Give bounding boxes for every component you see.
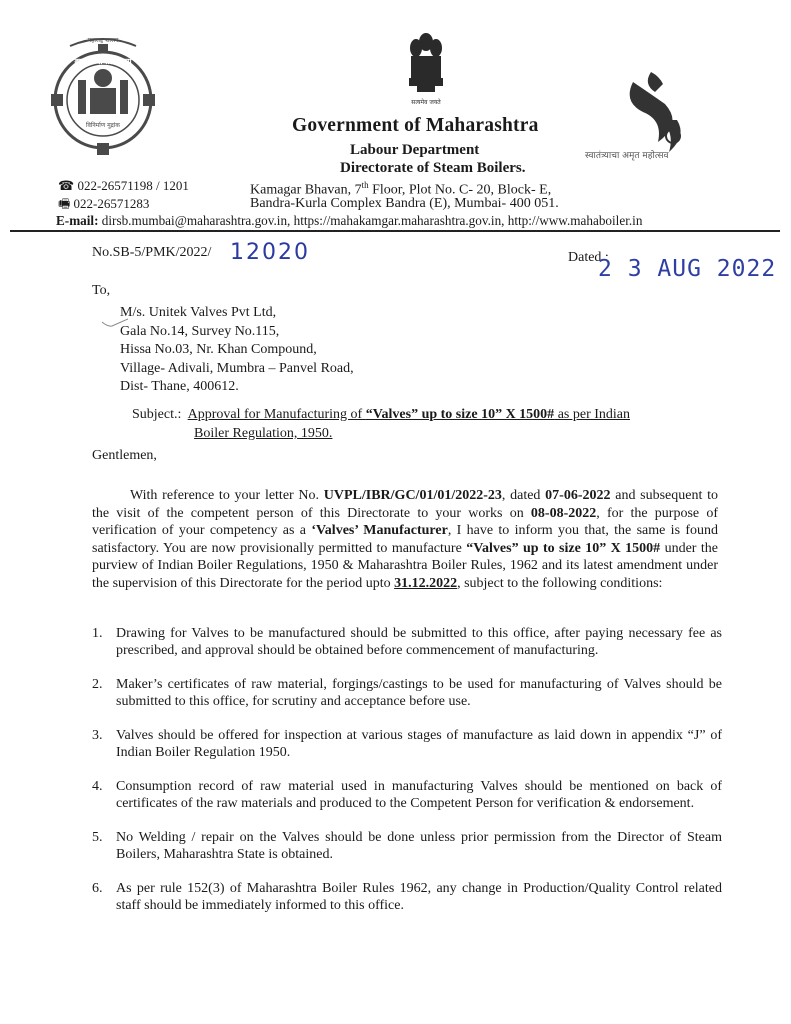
subject-line [132, 405, 712, 443]
phone-number: ☎ 022-26571198 / 1201 [58, 178, 189, 193]
amrit-caption: स्वातंत्र्याचा अमृत महोत्सव [585, 151, 669, 161]
condition-item: 2. Maker’s certificates of raw material, forgings/castings to be used for manufacturing of Valves should be submitted to this office, for scrutiny and acceptance before use. [92, 677, 722, 709]
reference-number: No.SB-5/PMK/2022/ [92, 245, 212, 260]
directorate-name: Directorate of Steam Boilers. [340, 160, 526, 176]
contact-line [56, 213, 642, 229]
addressee-line: Dist- Thane, 400612. [120, 379, 239, 394]
addressee-line: Gala No.14, Survey No.115, [120, 323, 280, 339]
department-name: Labour Department [350, 142, 480, 158]
fax-icon: 🖷 [58, 196, 74, 211]
letterhead-divider [10, 230, 780, 232]
email-label: E-mail: [56, 213, 99, 228]
reference-number-handwritten: 12020 [230, 240, 310, 265]
body-paragraph: With reference to your letter No. UVPL/IBR/GC/01/01/2022-23, dated 07-06-2022 and subsequent to the visit of the competent person of this Directorate to your works on 08-08-2022, for the purpose of verification of your competency as a ‘Valves’ Manufacturer, I have to inform you that, the same is found satisfactory. You are now provisionally permitted to manufacture “Valves” up to size 10” X 1500# under the purview of Indian Boiler Regulations, 1950 & Maharashtra Boiler Rules, 1962 and its latest amendment under the supervision of this Directorate for the period upto 31.12.2022, subject to the following conditions: [92, 488, 719, 591]
fax-number: 🖷 022-26571283 [58, 196, 150, 211]
addressee-line: Hissa No.03, Nr. Khan Compound, [120, 342, 317, 357]
to-label: To, [92, 283, 111, 298]
date-stamp: 2 3 AUG 2022 [598, 256, 777, 282]
letterhead-title: Government of Maharashtra [292, 115, 539, 136]
condition-item: 3. Valves should be offered for inspection at various stages of manufacture as laid down in appendix “J” of Indian Boiler Regulation 1950. [92, 728, 722, 760]
azadi-amrit-mahotsav-logo [603, 62, 723, 162]
condition-item: 4. Consumption record of raw material used in manufacturing Valves should be mentioned on back of certificates of the raw materials and produced to the Competent Person for verification & endorsement. [92, 779, 722, 811]
email-and-websites: dirsb.mumbai@maharashtra.gov.in, https://mahakamgar.maharashtra.gov.in, http://www.mahaboiler.in [98, 213, 643, 228]
address-line-2: Bandra-Kurla Complex Bandra (E), Mumbai- 400 051. [250, 196, 559, 211]
condition-item: 6. As per rule 152(3) of Maharashtra Boiler Rules 1962, any change in Production/Quality Control related staff should be immediately informed to this office. [92, 881, 722, 913]
subject-text-line-2: Boiler Regulation, 1950. [194, 426, 333, 441]
dated-label: Dated : [568, 250, 609, 265]
directorate-seal-logo [48, 30, 158, 158]
addressee-line: M/s. Unitek Valves Pvt Ltd, [120, 305, 277, 320]
address-line-1: Kamagar Bhavan, 7th Floor, Plot No. C- 20, Block- E, [250, 180, 552, 198]
addressee-line: Village- Adivali, Mumbra – Panvel Road, [120, 360, 354, 376]
condition-item: 1. Drawing for Valves to be manufactured should be submitted to this office, after paying necessary fee as prescribed, and approval should be obtained before commencement of manufacturing. [92, 626, 722, 658]
salutation: Gentlemen, [92, 448, 157, 463]
phone-icon: ☎ [58, 178, 78, 193]
condition-item: 5. No Welding / repair on the Valves should be done unless prior permission from the Director of Steam Boilers, Maharashtra State is obtained. [92, 830, 722, 862]
seal-bottom-text: विनिर्माण मुद्रांक [85, 122, 121, 129]
subject-label: Subject.: [132, 407, 182, 422]
seal-top-text: महाराष्ट्र शासन [87, 37, 119, 44]
addressee-block [120, 304, 354, 397]
conditions-list [92, 625, 722, 931]
emblem-caption: सत्यमेव जयते [411, 99, 441, 106]
subject-text: Approval for Manufacturing of “Valves” up to size 10” X 1500# as per Indian [187, 407, 630, 422]
seal-ring-text: बाष्पक संचालनालय [74, 57, 132, 66]
national-emblem-logo [405, 28, 447, 108]
